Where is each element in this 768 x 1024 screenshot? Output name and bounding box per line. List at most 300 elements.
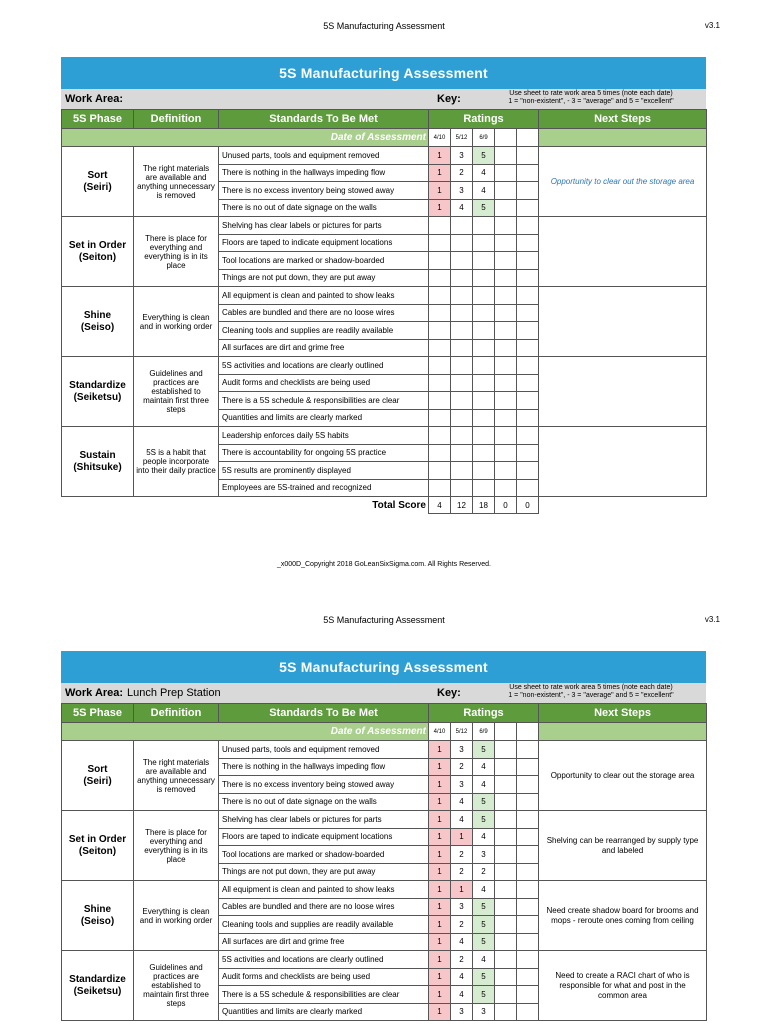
standard-text: Quantities and limits are clearly marked — [219, 409, 429, 427]
score-cell[interactable] — [429, 287, 451, 305]
standard-text: Things are not put down, they are put away — [219, 269, 429, 287]
score-cell[interactable] — [451, 217, 473, 235]
score-cell[interactable]: 1 — [429, 951, 451, 969]
phase-name — [62, 741, 134, 811]
date-cell[interactable]: 4/10 — [429, 129, 451, 147]
score-cell[interactable] — [451, 374, 473, 392]
score-cell[interactable] — [517, 392, 539, 410]
standard-text: Unused parts, tools and equipment removed — [219, 147, 429, 165]
score-cell[interactable] — [517, 462, 539, 480]
score-cell[interactable] — [517, 898, 539, 916]
score-cell[interactable] — [517, 776, 539, 794]
score-cell[interactable]: 3 — [451, 147, 473, 165]
score-cell[interactable] — [517, 374, 539, 392]
score-cell[interactable] — [451, 444, 473, 462]
score-cell[interactable]: 1 — [429, 933, 451, 951]
header-ratings: Ratings — [429, 704, 539, 723]
score-cell[interactable] — [429, 339, 451, 357]
score-cell[interactable] — [495, 339, 517, 357]
score-cell[interactable] — [429, 269, 451, 287]
work-area-row — [61, 683, 706, 703]
score-cell[interactable] — [495, 287, 517, 305]
score-cell[interactable]: 1 — [429, 199, 451, 217]
date-cell[interactable] — [517, 129, 539, 147]
score-cell[interactable]: 5 — [473, 793, 495, 811]
date-row — [62, 723, 707, 741]
standard-text: There is nothing in the hallways impeding flow — [219, 164, 429, 182]
score-cell[interactable] — [473, 339, 495, 357]
total-score-value: 4 — [429, 497, 451, 514]
score-cell[interactable] — [517, 968, 539, 986]
score-cell[interactable] — [517, 828, 539, 846]
score-cell[interactable] — [517, 287, 539, 305]
key-line-2: 1 = "non-existent", - 3 = "average" and 5 = "excellent" — [508, 98, 674, 105]
score-cell[interactable] — [495, 846, 517, 864]
score-cell[interactable]: 1 — [429, 147, 451, 165]
date-cell[interactable] — [517, 723, 539, 741]
score-cell[interactable] — [517, 304, 539, 322]
score-cell[interactable] — [473, 304, 495, 322]
score-cell[interactable] — [495, 776, 517, 794]
score-cell[interactable]: 5 — [473, 968, 495, 986]
score-cell[interactable]: 4 — [451, 811, 473, 829]
date-row-spacer — [539, 723, 707, 741]
score-cell[interactable] — [495, 758, 517, 776]
score-cell[interactable]: 1 — [429, 164, 451, 182]
score-cell[interactable] — [517, 479, 539, 497]
score-cell[interactable]: 5 — [473, 986, 495, 1004]
phase-name-line: Set in Order — [68, 833, 127, 845]
standard-text: Floors are taped to indicate equipment locations — [219, 234, 429, 252]
score-cell[interactable]: 1 — [429, 846, 451, 864]
score-cell[interactable] — [473, 287, 495, 305]
standard-text: Shelving has clear labels or pictures for parts — [219, 811, 429, 829]
score-cell[interactable] — [495, 1003, 517, 1021]
standard-text: Shelving has clear labels or pictures for parts — [219, 217, 429, 235]
score-cell[interactable] — [473, 357, 495, 375]
phase-name — [62, 357, 134, 427]
score-cell[interactable] — [517, 269, 539, 287]
score-cell[interactable] — [495, 462, 517, 480]
next-steps[interactable]: Shelving can be rearranged by supply type and labeled — [539, 811, 707, 881]
score-cell[interactable]: 4 — [473, 182, 495, 200]
score-cell[interactable] — [517, 881, 539, 899]
score-cell[interactable] — [451, 479, 473, 497]
score-cell[interactable] — [495, 811, 517, 829]
work-area-row — [61, 89, 706, 109]
score-cell[interactable]: 3 — [451, 741, 473, 759]
table-row — [62, 217, 707, 235]
score-cell[interactable] — [495, 304, 517, 322]
score-cell[interactable] — [517, 863, 539, 881]
sheet-title: 5S Manufacturing Assessment — [61, 651, 706, 683]
score-cell[interactable] — [495, 741, 517, 759]
score-cell[interactable] — [429, 374, 451, 392]
score-cell[interactable] — [495, 147, 517, 165]
score-cell[interactable] — [517, 846, 539, 864]
score-cell[interactable] — [517, 322, 539, 340]
score-cell[interactable]: 5 — [473, 916, 495, 934]
work-area-label: Work Area: — [65, 93, 124, 105]
score-cell[interactable] — [451, 462, 473, 480]
score-cell[interactable] — [451, 339, 473, 357]
score-cell[interactable] — [517, 758, 539, 776]
table-row — [62, 147, 707, 165]
score-cell[interactable] — [495, 968, 517, 986]
assessment-table — [61, 109, 707, 514]
next-steps[interactable]: Opportunity to clear out the storage area — [539, 741, 707, 811]
score-cell[interactable]: 1 — [451, 881, 473, 899]
phase-name-line: (Shitsuke) — [73, 461, 122, 473]
score-cell[interactable] — [495, 199, 517, 217]
phase-name-line: Set in Order — [68, 239, 127, 251]
score-cell[interactable]: 2 — [451, 863, 473, 881]
phase-name — [62, 287, 134, 357]
score-cell[interactable] — [429, 427, 451, 445]
score-cell[interactable] — [429, 322, 451, 340]
standard-text: There is a 5S schedule & responsibilities are clear — [219, 986, 429, 1004]
score-cell[interactable] — [495, 916, 517, 934]
phase-name — [62, 811, 134, 881]
phase-name-line: (Seiso) — [80, 321, 115, 333]
score-cell[interactable]: 4 — [451, 793, 473, 811]
standard-text: Cleaning tools and supplies are readily available — [219, 322, 429, 340]
score-cell[interactable] — [495, 392, 517, 410]
score-cell[interactable]: 5 — [473, 741, 495, 759]
score-cell[interactable]: 5 — [473, 898, 495, 916]
score-cell[interactable] — [517, 741, 539, 759]
score-cell[interactable]: 1 — [429, 916, 451, 934]
score-cell[interactable] — [473, 479, 495, 497]
table-row — [62, 741, 707, 759]
score-cell[interactable]: 2 — [451, 164, 473, 182]
score-cell[interactable]: 1 — [429, 986, 451, 1004]
score-cell[interactable] — [495, 951, 517, 969]
score-cell[interactable] — [473, 234, 495, 252]
score-cell[interactable] — [451, 304, 473, 322]
date-label: Date of Assessment — [62, 723, 429, 741]
header-row — [62, 704, 707, 723]
header-phase: 5S Phase — [62, 704, 134, 723]
page-header-version: v3.1 — [704, 615, 720, 624]
standard-text: Quantities and limits are clearly marked — [219, 1003, 429, 1021]
total-score-value: 12 — [451, 497, 473, 514]
date-cell[interactable]: 5/12 — [451, 723, 473, 741]
score-cell[interactable]: 4 — [451, 968, 473, 986]
score-cell[interactable] — [517, 217, 539, 235]
score-cell[interactable] — [517, 916, 539, 934]
header-definition: Definition — [134, 704, 219, 723]
score-cell[interactable]: 1 — [429, 758, 451, 776]
score-cell[interactable] — [517, 147, 539, 165]
score-cell[interactable] — [495, 182, 517, 200]
score-cell[interactable] — [451, 252, 473, 270]
score-cell[interactable]: 5 — [473, 199, 495, 217]
score-cell[interactable] — [495, 933, 517, 951]
score-cell[interactable] — [517, 986, 539, 1004]
score-cell[interactable] — [451, 287, 473, 305]
sheet-title: 5S Manufacturing Assessment — [61, 57, 706, 89]
phase-name-line: Standardize — [69, 973, 126, 985]
score-cell[interactable] — [517, 234, 539, 252]
key-label: Key: — [437, 93, 461, 105]
score-cell[interactable] — [473, 374, 495, 392]
key-text — [491, 684, 691, 700]
score-cell[interactable] — [429, 444, 451, 462]
total-score-value: 0 — [517, 497, 539, 514]
score-cell[interactable] — [429, 234, 451, 252]
score-cell[interactable] — [495, 322, 517, 340]
total-score-value: 18 — [473, 497, 495, 514]
table-row — [62, 287, 707, 305]
table-row — [62, 811, 707, 829]
phase-name-line: Standardize — [69, 379, 126, 391]
header-next-steps: Next Steps — [539, 704, 707, 723]
next-steps[interactable]: Need create shadow board for brooms and mops - reroute ones coming from ceiling — [539, 881, 707, 951]
score-cell[interactable] — [495, 252, 517, 270]
score-cell[interactable]: 5 — [473, 147, 495, 165]
score-cell[interactable]: 1 — [429, 881, 451, 899]
score-cell[interactable] — [495, 427, 517, 445]
key-line-1: Use sheet to rate work area 5 times (note each date) — [509, 90, 673, 97]
score-cell[interactable] — [517, 199, 539, 217]
score-cell[interactable] — [429, 462, 451, 480]
score-cell[interactable] — [429, 392, 451, 410]
score-cell[interactable] — [495, 357, 517, 375]
score-cell[interactable]: 3 — [451, 182, 473, 200]
next-steps[interactable] — [539, 287, 707, 357]
score-cell[interactable] — [517, 444, 539, 462]
score-cell[interactable] — [451, 409, 473, 427]
score-cell[interactable] — [517, 252, 539, 270]
score-cell[interactable] — [451, 322, 473, 340]
next-steps[interactable] — [539, 357, 707, 427]
score-cell[interactable]: 1 — [451, 828, 473, 846]
score-cell[interactable]: 2 — [451, 846, 473, 864]
score-cell[interactable] — [495, 234, 517, 252]
score-cell[interactable] — [429, 304, 451, 322]
score-cell[interactable]: 5 — [473, 811, 495, 829]
date-row — [62, 129, 707, 147]
standard-text: There is no out of date signage on the walls — [219, 793, 429, 811]
standard-text: Cleaning tools and supplies are readily available — [219, 916, 429, 934]
score-cell[interactable]: 2 — [473, 863, 495, 881]
page-header — [0, 615, 768, 629]
assessment-sheet — [61, 57, 706, 514]
header-standards: Standards To Be Met — [219, 110, 429, 129]
score-cell[interactable] — [451, 392, 473, 410]
standard-text: Audit forms and checklists are being used — [219, 374, 429, 392]
phase-name-line: (Seiketsu) — [73, 391, 122, 403]
phase-name — [62, 951, 134, 1021]
score-cell[interactable] — [517, 339, 539, 357]
score-cell[interactable]: 4 — [473, 951, 495, 969]
score-cell[interactable]: 1 — [429, 968, 451, 986]
page-header-title: 5S Manufacturing Assessment — [323, 615, 445, 625]
phase-name — [62, 217, 134, 287]
score-cell[interactable]: 1 — [429, 863, 451, 881]
total-row-spacer — [539, 497, 707, 514]
page-header-title: 5S Manufacturing Assessment — [323, 21, 445, 31]
standard-text: Leadership enforces daily 5S habits — [219, 427, 429, 445]
phase-name — [62, 427, 134, 497]
next-steps[interactable]: Need to create a RACI chart of who is responsible for what and post in the common area — [539, 951, 707, 1021]
score-cell[interactable] — [473, 427, 495, 445]
score-cell[interactable]: 4 — [451, 986, 473, 1004]
phase-name-line: (Seiketsu) — [73, 985, 122, 997]
phase-definition: Guidelines and practices are established to maintain first three steps — [134, 357, 219, 427]
score-cell[interactable]: 3 — [473, 846, 495, 864]
copyright-text: _x000D_Copyright 2018 GoLeanSixSigma.com. All Rights Reserved. — [276, 561, 491, 568]
score-cell[interactable] — [517, 164, 539, 182]
score-cell[interactable] — [473, 322, 495, 340]
score-cell[interactable]: 4 — [473, 758, 495, 776]
standard-text: 5S activities and locations are clearly outlined — [219, 951, 429, 969]
date-cell[interactable]: 6/9 — [473, 129, 495, 147]
standard-text: There is a 5S schedule & responsibilities are clear — [219, 392, 429, 410]
score-cell[interactable] — [517, 793, 539, 811]
score-cell[interactable] — [495, 863, 517, 881]
standard-text: Cables are bundled and there are no loose wires — [219, 898, 429, 916]
score-cell[interactable] — [429, 357, 451, 375]
score-cell[interactable] — [495, 374, 517, 392]
date-cell[interactable]: 6/9 — [473, 723, 495, 741]
score-cell[interactable]: 4 — [451, 933, 473, 951]
score-cell[interactable]: 2 — [451, 951, 473, 969]
score-cell[interactable]: 4 — [473, 881, 495, 899]
score-cell[interactable] — [429, 217, 451, 235]
date-cell[interactable] — [495, 129, 517, 147]
score-cell[interactable] — [517, 409, 539, 427]
score-cell[interactable]: 1 — [429, 793, 451, 811]
table-row — [62, 427, 707, 445]
key-label: Key: — [437, 687, 461, 699]
score-cell[interactable] — [495, 444, 517, 462]
next-steps[interactable] — [539, 427, 707, 497]
score-cell[interactable] — [495, 793, 517, 811]
score-cell[interactable]: 1 — [429, 182, 451, 200]
score-cell[interactable]: 2 — [451, 916, 473, 934]
score-cell[interactable] — [473, 392, 495, 410]
date-cell[interactable]: 5/12 — [451, 129, 473, 147]
score-cell[interactable] — [495, 986, 517, 1004]
date-label: Date of Assessment — [62, 129, 429, 147]
score-cell[interactable] — [517, 951, 539, 969]
phase-definition: There is place for everything and everything is in its place — [134, 217, 219, 287]
score-cell[interactable] — [473, 462, 495, 480]
score-cell[interactable]: 3 — [451, 776, 473, 794]
standard-text: 5S activities and locations are clearly outlined — [219, 357, 429, 375]
score-cell[interactable]: 1 — [429, 898, 451, 916]
score-cell[interactable] — [429, 479, 451, 497]
work-area-value[interactable]: Lunch Prep Station — [127, 687, 221, 699]
standard-text: There is no excess inventory being stowed away — [219, 182, 429, 200]
table-row — [62, 881, 707, 899]
date-cell[interactable] — [495, 723, 517, 741]
score-cell[interactable]: 1 — [429, 1003, 451, 1021]
score-cell[interactable] — [517, 182, 539, 200]
date-row-spacer — [539, 129, 707, 147]
score-cell[interactable] — [473, 444, 495, 462]
score-cell[interactable]: 4 — [451, 199, 473, 217]
score-cell[interactable]: 1 — [429, 741, 451, 759]
score-cell[interactable] — [429, 252, 451, 270]
score-cell[interactable]: 3 — [473, 1003, 495, 1021]
score-cell[interactable] — [451, 269, 473, 287]
score-cell[interactable] — [495, 479, 517, 497]
assessment-table — [61, 703, 707, 1021]
next-steps[interactable]: Opportunity to clear out the storage area — [539, 147, 707, 217]
score-cell[interactable] — [517, 427, 539, 445]
score-cell[interactable] — [473, 409, 495, 427]
score-cell[interactable]: 3 — [451, 1003, 473, 1021]
score-cell[interactable] — [495, 881, 517, 899]
score-cell[interactable]: 4 — [473, 164, 495, 182]
phase-definition: Everything is clean and in working order — [134, 881, 219, 951]
score-cell[interactable] — [517, 811, 539, 829]
standard-text: All surfaces are dirt and grime free — [219, 339, 429, 357]
next-steps[interactable] — [539, 217, 707, 287]
phase-name-line: Shine — [83, 309, 112, 321]
score-cell[interactable] — [495, 898, 517, 916]
score-cell[interactable]: 1 — [429, 776, 451, 794]
score-cell[interactable] — [517, 357, 539, 375]
phase-definition: The right materials are available and anything unnecessary is removed — [134, 741, 219, 811]
phase-definition: 5S is a habit that people incorporate into their daily practice — [134, 427, 219, 497]
score-cell[interactable] — [495, 164, 517, 182]
header-ratings: Ratings — [429, 110, 539, 129]
score-cell[interactable] — [451, 234, 473, 252]
phase-definition: There is place for everything and everything is in its place — [134, 811, 219, 881]
score-cell[interactable] — [451, 357, 473, 375]
phase-name-line: (Seiri) — [83, 775, 112, 787]
score-cell[interactable] — [451, 427, 473, 445]
score-cell[interactable]: 4 — [473, 828, 495, 846]
phase-name-line: (Seiso) — [80, 915, 115, 927]
score-cell[interactable] — [495, 217, 517, 235]
score-cell[interactable] — [473, 269, 495, 287]
score-cell[interactable] — [495, 409, 517, 427]
standard-text: 5S results are prominently displayed — [219, 462, 429, 480]
standard-text: There is nothing in the hallways impeding flow — [219, 758, 429, 776]
standard-text: There is no out of date signage on the walls — [219, 199, 429, 217]
phase-name-line: Sort — [87, 763, 108, 775]
phase-definition: Everything is clean and in working order — [134, 287, 219, 357]
score-cell[interactable] — [495, 828, 517, 846]
standard-text: Unused parts, tools and equipment removed — [219, 741, 429, 759]
work-area-label: Work Area: — [65, 687, 124, 699]
score-cell[interactable]: 2 — [451, 758, 473, 776]
score-cell[interactable] — [473, 252, 495, 270]
standard-text: All equipment is clean and painted to show leaks — [219, 287, 429, 305]
score-cell[interactable]: 5 — [473, 933, 495, 951]
score-cell[interactable]: 3 — [451, 898, 473, 916]
page-header-version: v3.1 — [704, 21, 720, 30]
score-cell[interactable]: 4 — [473, 776, 495, 794]
score-cell[interactable] — [517, 1003, 539, 1021]
score-cell[interactable]: 1 — [429, 811, 451, 829]
score-cell[interactable]: 1 — [429, 828, 451, 846]
score-cell[interactable] — [429, 409, 451, 427]
header-row — [62, 110, 707, 129]
phase-name-line: (Seiton) — [78, 251, 117, 263]
score-cell[interactable] — [517, 933, 539, 951]
score-cell[interactable] — [473, 217, 495, 235]
standard-text: All equipment is clean and painted to show leaks — [219, 881, 429, 899]
date-cell[interactable]: 4/10 — [429, 723, 451, 741]
score-cell[interactable] — [495, 269, 517, 287]
header-standards: Standards To Be Met — [219, 704, 429, 723]
